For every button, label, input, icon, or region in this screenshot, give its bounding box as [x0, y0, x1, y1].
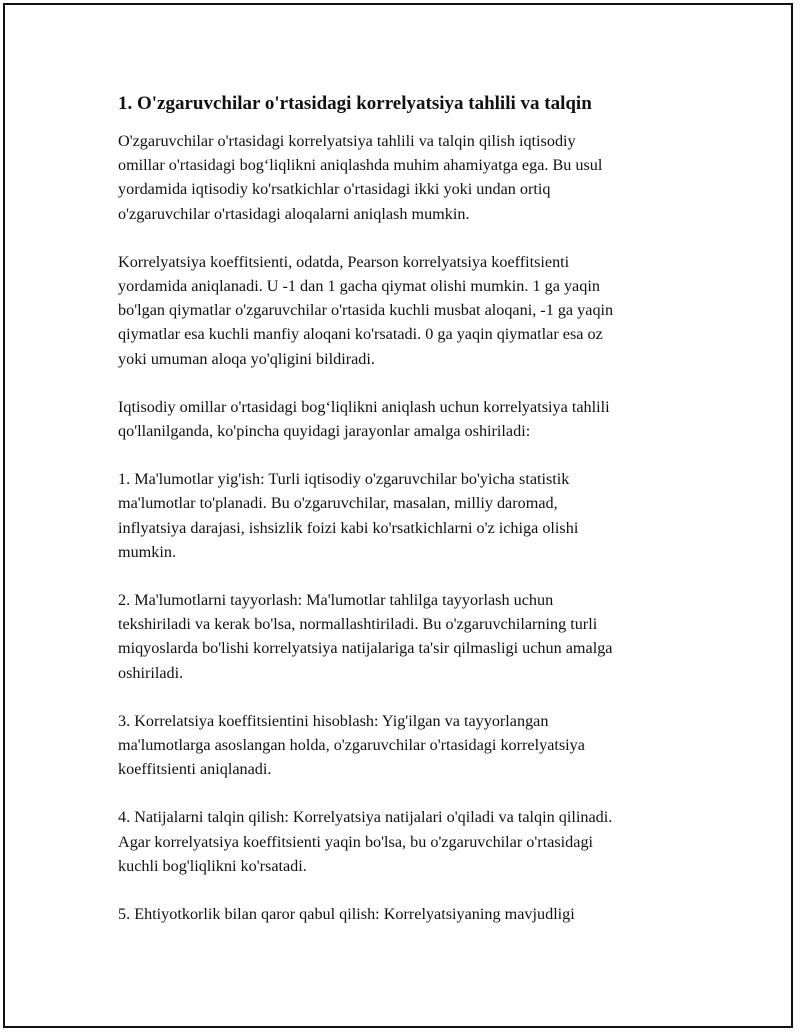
section-heading: 1. O'zgaruvchilar o'rtasidagi korrelyatsiya tahlili va talqin — [118, 93, 592, 114]
paragraph-intro: O'zgaruvchilar o'rtasidagi korrelyatsiya tahlili va talqin qilish iqtisodiy omillar o'rtasidagi bog‘liqlikni aniqlashda muhim ahamiyatga ega. Bu usul yordamida iqtisodiy ko'rsatkichlar o'rtasidagi ikki yoki undan ortiq o'zgaruvchilar o'rtasidagi aloqalarni aniqlash mumkin. — [118, 132, 603, 223]
paragraph-process-intro: Iqtisodiy omillar o'rtasidagi bog‘liqlikni aniqlash uchun korrelyatsiya tahlili qo'llanilganda, ko'pincha quyidagi jarayonlar amalga oshiriladi: — [118, 397, 610, 441]
list-item-interpretation: 4. Natijalarni talqin qilish: Korrelyatsiya natijalari o'qiladi va talqin qilinadi. Agar korrelyatsiya koeffitsienti yaqin bo'lsa, bu o'zgaruvchilar o'rtasidagi kuchli bog'liqlikni ko'rsatadi. — [118, 808, 613, 875]
list-item-data-collection: 1. Ma'lumotlar yig'ish: Turli iqtisodiy o'zgaruvchilar bo'yicha statistik ma'lumotlar to'planadi. Bu o'zgaruvchilar, masalan, milliy daromad, inflyatsiya darajasi, ishsizlik foizi kabi ko'rsatkichlarni o'z ichiga olishi mumkin. — [118, 470, 579, 561]
list-item-decision-making: 5. Ehtiyotkorlik bilan qaror qabul qilish: Korrelyatsiyaning mavjudligi — [118, 905, 575, 924]
document-body — [118, 92, 688, 950]
list-item-data-preparation: 2. Ma'lumotlarni tayyorlash: Ma'lumotlar tahlilga tayyorlash uchun tekshiriladi va kerak bo'lsa, normallashtiriladi. Bu o'zgaruvchilarning turli miqyoslarda bo'lishi korrelyatsiya natijalariga ta'sir qilmasligi uchun amalga oshiriladi. — [118, 591, 613, 682]
list-item-coefficient-calculation: 3. Korrelatsiya koeffitsientini hisoblash: Yig'ilgan va tayyorlangan ma'lumotlarga asoslangan holda, o'zgaruvchilar o'rtasidagi korrelyatsiya koeffitsienti aniqlanadi. — [118, 711, 585, 779]
paragraph-pearson: Korrelyatsiya koeffitsienti, odatda, Pearson korrelyatsiya koeffitsienti yordamida aniqlanadi. U -1 dan 1 gacha qiymat olishi mumkin. 1 ga yaqin bo'lgan qiymatlar o'zgaruvchilar o'rtasida kuchli musbat aloqani, -1 ga yaqin qiymatlar esa kuchli manfiy aloqani ko'rsatadi. 0 ga yaqin qiymatlar esa oz yoki umuman aloqa yo'qligini bildiradi. — [118, 252, 614, 368]
